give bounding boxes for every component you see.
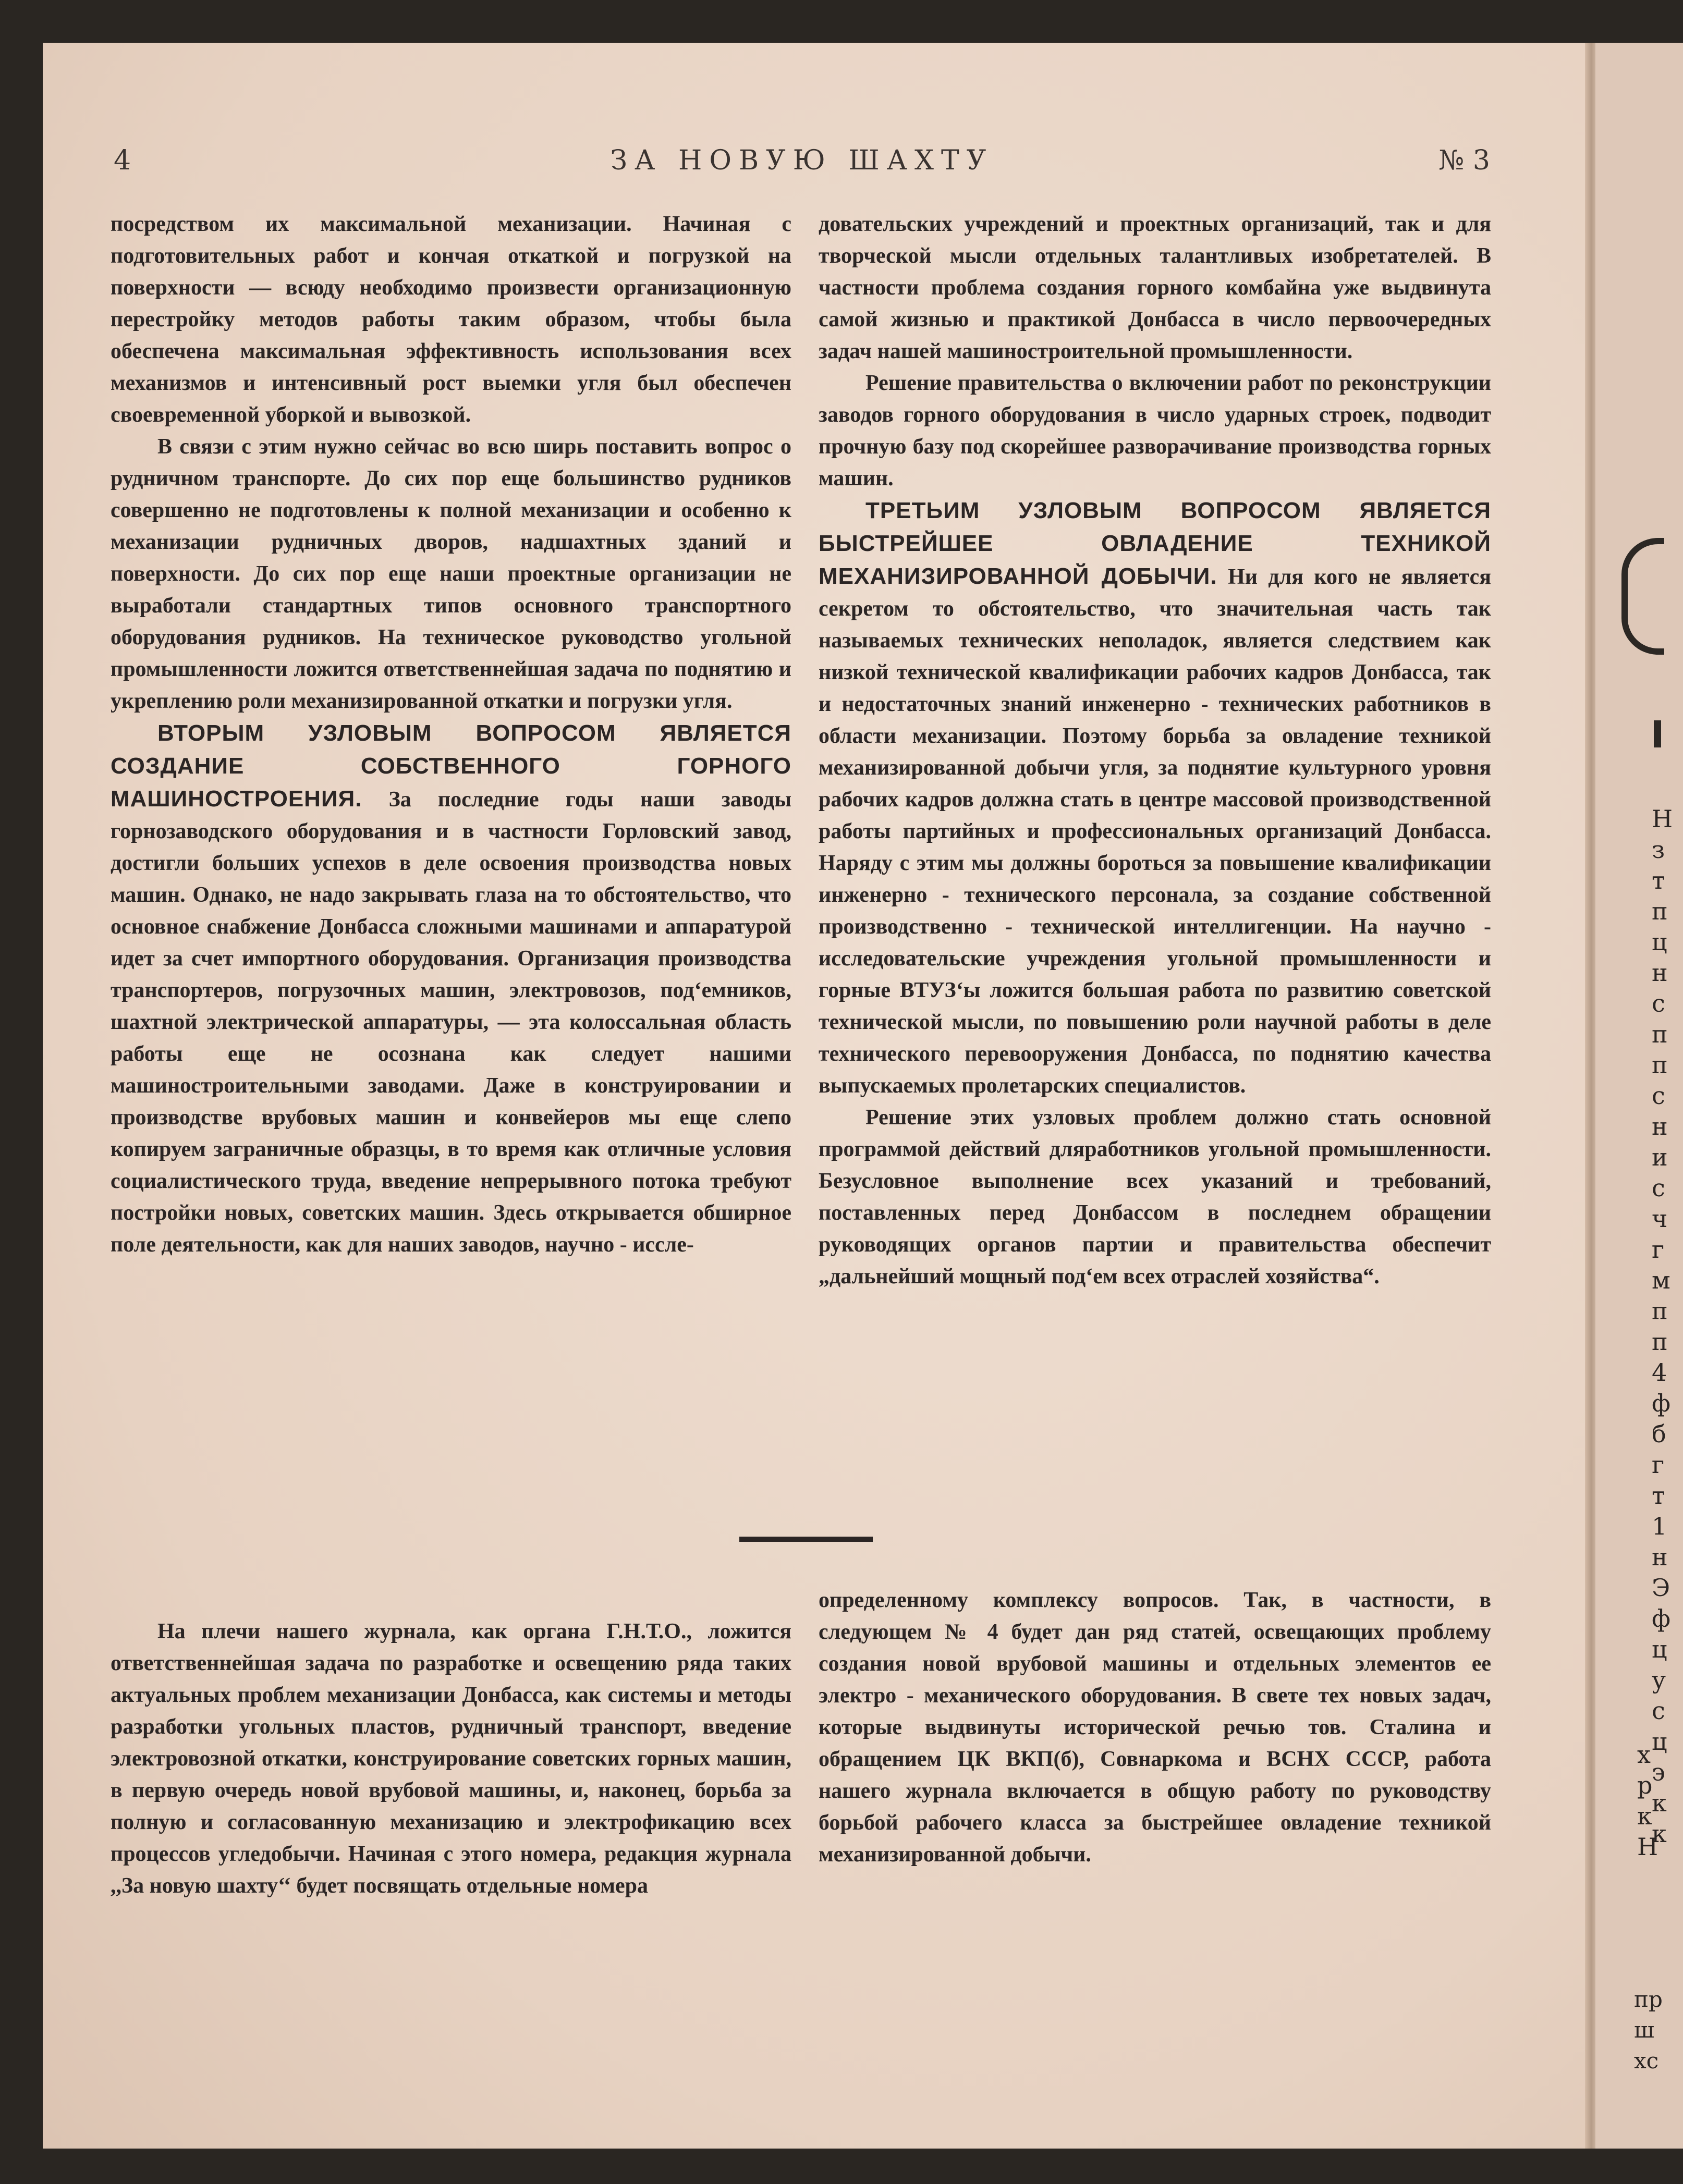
facing-page-letter: н [1652, 1543, 1668, 1571]
facing-page-letter: и [1652, 1143, 1668, 1171]
paragraph: определенному комплексу вопросов. Так, в частности, в следующем № 4 будет дан ряд статей, освещающих проблему создания новой врубовой машины и отдельных элементов ее электро - механического оборудования. В свете тех новых задач, которые выдвинуты исторической речью тов. Сталина и обращением ЦК ВКП(б), Совнаркома и ВСНХ СССР, работа нашего журнала включается в общую работу по руководству борьбой рабочего класса за быстрейшее овладение техникой механизированной добычи. [819, 1588, 1491, 1867]
section-heading: ТРЕТЬИМ УЗЛОВЫМ ВОПРОСОМ ЯВЛЯЕТСЯ БЫСТРЕЙШЕЕ ОВЛАДЕНИЕ ТЕХНИКОЙ МЕХАНИЗИРОВАННОЙ ДОБЫЧИ. [819, 498, 1491, 589]
facing-page-letter: пр [1634, 1986, 1663, 2012]
section-paragraph [819, 495, 1491, 1102]
paragraph: Решение правительства о включении работ по реконструкции заводов горного оборудования в число ударных строек, подводит прочную базу под скорейшее разворачивание производства горных машин. [819, 371, 1491, 490]
paragraph-text: За последние годы наши заводы горнозаводского оборудования и в частности Горловский завод, достигли больших успехов в деле освоения производства новых машин. Однако, не надо закрывать глаза на то обстоятельство, что основное снабжение Донбасса сложными машинами и аппаратурой идет за счет импортного оборудования. Организация производства транспортеров, погрузочных машин, электровозов, под‘емников, шахтной электрической аппаратуры, — эта колоссальная область работы еще не осознана как следует нашими машиностроительными заводами. Даже в конструировании и производстве врубовых машин и конвейеров мы еще слепо копируем заграничные образцы, в то время как отличные условия социалистического труда, введение непрерывного потока требуют постройки новых, советских машин. Здесь открывается обширное поле деятельности, как для наших заводов, научно - иссле- [111, 788, 792, 1257]
facing-page-letter: к [1652, 1820, 1667, 1848]
section-divider [739, 1537, 873, 1542]
facing-page-letter: 4 [1652, 1358, 1667, 1387]
facing-page-letter: ц [1652, 928, 1667, 956]
facing-page-letter: п [1652, 1020, 1668, 1048]
section-paragraph [111, 717, 791, 1261]
article-column-2 [819, 208, 1491, 1293]
facing-page-edge [1595, 43, 1683, 2149]
facing-page-letter: н [1652, 959, 1668, 987]
facing-page-letter: г [1652, 1235, 1665, 1263]
facing-page-letter: м [1652, 1266, 1670, 1294]
paragraph: посредством их максимальной механизации. Начиная с подготовительных работ и кончая откаткой и погрузкой на поверхности — всюду необходимо произвести организационную перестройку методов работы таким образом, чтобы была обеспечена максимальная эффективность использования всех механизмов и интенсивный рост выемки угля был обеспечен своевременной уборкой и вывозкой. [111, 212, 791, 427]
facing-page-letter: Н [1637, 1833, 1658, 1861]
facing-page-letter: с [1652, 1174, 1665, 1202]
paragraph: В связи с этим нужно сейчас во всю ширь поставить вопрос о рудничном транспорте. До сих пор еще большинство рудников совершенно не подготовлены к полной механизации и особенно к механизации рудничных дворов, надшахтных зданий и поверхности. До сих пор еще наши проектные организации не выработали стандартных типов основного транспортного оборудования рудников. На техническое руководство угольной промышленности ложится ответственнейшая задача по поднятию и укреплению роли механизированной откатки и погрузки угля. [111, 435, 791, 713]
facing-page-letter: т [1652, 1481, 1665, 1510]
facing-page-letter: г [1652, 1451, 1665, 1479]
facing-page-letter: 1 [1652, 1512, 1667, 1540]
facing-page-letter: с [1652, 1082, 1665, 1110]
facing-page-text-fragments-3 [1634, 1987, 1663, 2079]
facing-page-letter: ш [1634, 2017, 1655, 2043]
facing-page-text-fragments-2 [1637, 1739, 1658, 1862]
issue-number: № 3 [1438, 145, 1490, 176]
paragraph: Решение этих узловых проблем должно стать основной программой действий дляработников угольной промышленности. Безусловное выполнение всех указаний и требований, поставленных перед Донбассом в последнем обращении руководящих органов партии и правительства обеспечит „дальнейший мощный под‘ем всех отраслей хозяйства“. [819, 1106, 1491, 1289]
facing-page-letter: с [1652, 989, 1665, 1017]
facing-page-letter: ч [1652, 1205, 1668, 1233]
facing-page-letter: ф [1652, 1389, 1671, 1417]
facing-page-letter: з [1652, 836, 1665, 864]
facing-page-letter: у [1652, 1666, 1666, 1694]
facing-page-letter: ф [1652, 1604, 1671, 1633]
facing-page-letter: хс [1634, 2048, 1659, 2073]
facing-page-text-fragments [1652, 804, 1673, 1849]
facing-page-letter: э [1652, 1758, 1665, 1786]
facing-page-mark [1654, 720, 1661, 747]
facing-page-letter: Э [1652, 1574, 1670, 1602]
running-header [114, 145, 1490, 187]
facing-page-letter: н [1652, 1112, 1668, 1140]
facing-page-letter: т [1652, 866, 1665, 894]
facing-page-bracket-glyph [1621, 538, 1664, 655]
section-heading: ВТОРЫМ УЗЛОВЫМ ВОПРОСОМ ЯВЛЯЕТСЯ СОЗДАНИЕ СОБСТВЕННОГО ГОРНОГО МАШИНОСТРОЕНИЯ. [111, 720, 791, 812]
paragraph: довательских учреждений и проектных организаций, так и для творческой мысли отдельных талантливых изобретателей. В частности проблема создания горного комбайна уже выдвинута самой жизнью и практикой Донбасса в число первоочередных задач нашей машиностроительной промышленности. [819, 212, 1491, 363]
facing-page-letter: р [1637, 1771, 1653, 1799]
facing-page-letter: с [1652, 1697, 1665, 1725]
facing-page-letter: Н [1652, 805, 1673, 833]
editorial-column-2 [819, 1585, 1491, 1871]
facing-page-letter: п [1652, 897, 1668, 925]
facing-page-letter: б [1652, 1420, 1666, 1448]
page-number: 4 [114, 145, 131, 176]
facing-page-letter: п [1652, 1328, 1668, 1356]
facing-page-letter: п [1652, 1297, 1668, 1325]
article-column-1 [111, 208, 791, 1261]
journal-title: ЗА НОВУЮ ШАХТУ [610, 145, 994, 176]
facing-page-letter: к [1652, 1789, 1667, 1817]
facing-page-letter: п [1652, 1051, 1668, 1079]
facing-page-letter: ц [1652, 1727, 1667, 1756]
facing-page-letter: к [1637, 1802, 1652, 1830]
paragraph: На плечи нашего журнала, как органа Г.Н.Т.О., ложится ответственнейшая задача по разработке и освещению ряда таких актуальных проблем механизации Донбасса, как системы и методы разработки угольных пластов, рудничный транспорт, введение электровозной откатки, конструирование советских горных машин, в первую очередь новой врубовой машины, и, наконец, борьба за полную и согласованную механизацию и электрофикацию всех процессов угледобычи. Начиная с этого номера, редакция журнала ,,За новую шахту‘‘ будет посвящать отдельные номера [111, 1619, 791, 1898]
facing-page-letter: х [1637, 1740, 1651, 1769]
editorial-column-1 [111, 1616, 791, 1902]
paragraph-text: Ни для кого не является секретом то обстоятельство, что значительная часть так называемых технических неполадок, является следствием как низкой технической квалификации рабочих кадров Донбасса, так и недостаточных знаний инженерно - технических работников в области механизации. Поэтому борьба за овладение техникой механизированной добычи угля, за поднятие культурного уровня рабочих кадров должна стать в центре массовой производственной работы партийных и профессиональных организаций Донбасса. Наряду с этим мы должны бороться за повышение квалификации инженерно - технического персонала, за создание собственной производственно - технической интеллигенции. На научно - исследовательские учреждения угольной промышленности и горные ВТУЗ‘ы ложится большая работа по развитию советской технической мысли, по повышению роли научной работы в деле технического перевооружения Донбасса, по поднятию качества выпускаемых пролетарских специалистов. [819, 565, 1492, 1098]
facing-page-letter: ц [1652, 1635, 1667, 1663]
